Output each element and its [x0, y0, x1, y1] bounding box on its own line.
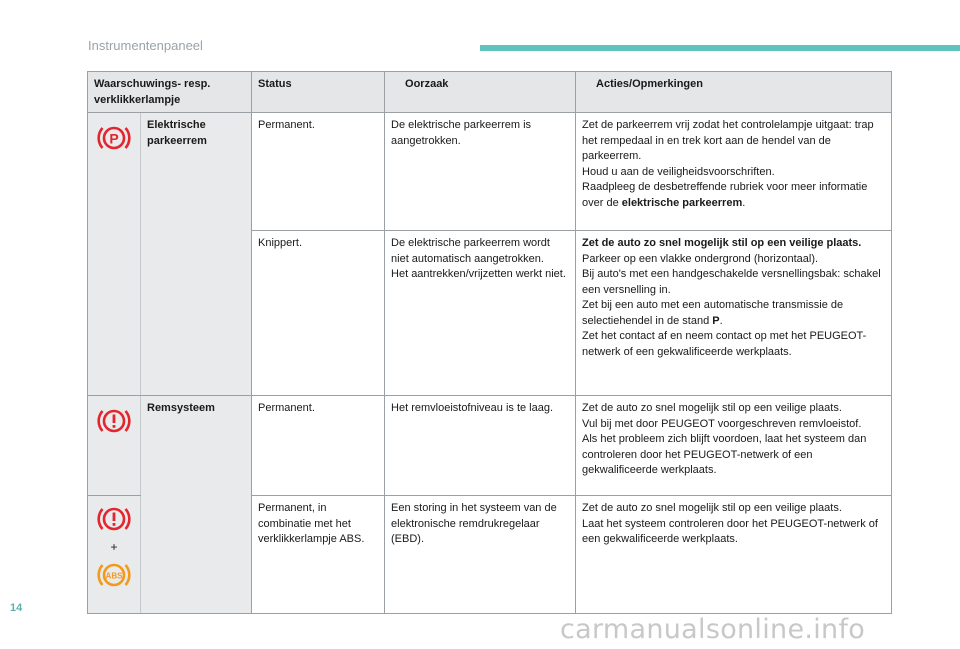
cause-cell: De elektrische parkeerrem is aangetrokken. [385, 113, 576, 231]
section-title: Instrumentenpaneel [88, 38, 203, 53]
svg-text:P: P [109, 130, 119, 147]
cause-cell: Het remvloeistofniveau is te laag. [385, 396, 576, 496]
brake-warning-icon [97, 504, 131, 534]
lamp-name: Elektrische parkeerrem [147, 119, 207, 147]
header-lamp: Waarschuwings- resp. verklikkerlampje [88, 72, 252, 113]
lamp-name: Remsysteem [147, 402, 215, 414]
status-cell: Permanent, in combinatie met het verklikkerlampje ABS. [252, 496, 385, 614]
cause-cell: De elektrische parkeerrem wordt niet automatisch aangetrokken. Het aantrekken/vrijzetten werkt niet. [385, 231, 576, 396]
table-row [88, 396, 892, 496]
action-cell: Zet de auto zo snel mogelijk stil op een veilige plaats. Parkeer op een vlakke ondergrond (horizontaal). Bij auto's met een handgeschakelde versnellingsbak: schakel een versnelling in. Zet bij een auto met een automatische transmissie de selectiehendel in de stand P. Zet het contact af en neem contact op met het PEUGEOT-netwerk of een gekwalificeerde werkplaats. [576, 231, 892, 396]
status-cell: Permanent. [252, 113, 385, 231]
abs-warning-icon [97, 560, 131, 590]
svg-text:ABS: ABS [105, 571, 123, 580]
table-header-row [88, 72, 892, 113]
header-cause: Oorzaak [385, 72, 576, 113]
lamp-name-cell [141, 113, 252, 396]
header-status: Status [252, 72, 385, 113]
header-actions: Acties/Opmerkingen [576, 72, 892, 113]
warning-lamps-table [87, 71, 892, 614]
lamp-name-cell [141, 396, 252, 614]
cause-cell: Een storing in het systeem van de elektronische remdrukregelaar (EBD). [385, 496, 576, 614]
action-cell: Zet de parkeerrem vrij zodat het controlelampje uitgaat: trap het rempedaal in en trek kort aan de hendel van de parkeerrem. Houd u aan de veiligheidsvoorschriften. Raadpleeg de desbetreffende rubriek voor meer informatie over de elektrische parkeerrem. [576, 113, 892, 231]
parking-brake-icon [97, 123, 131, 153]
section-accent-bar [480, 45, 960, 51]
watermark-text: carmanualsonline.info [560, 614, 866, 645]
lamp-icon-cell [88, 113, 141, 396]
action-cell: Zet de auto zo snel mogelijk stil op een veilige plaats. Vul bij met door PEUGEOT voorgeschreven remvloeistof. Als het probleem zich blijft voordoen, laat het systeem dan controleren door het PEUGEOT-netwerk of een gekwalificeerde werkplaats. [576, 396, 892, 496]
lamp-icon-cell [88, 396, 141, 496]
action-cell: Zet de auto zo snel mogelijk stil op een veilige plaats. Laat het systeem controleren door het PEUGEOT-netwerk of een gekwalificeerde werkplaats. [576, 496, 892, 614]
status-cell: Knippert. [252, 231, 385, 396]
status-cell: Permanent. [252, 396, 385, 496]
lamp-icon-cell [88, 496, 141, 614]
brake-warning-icon [97, 406, 131, 436]
page-number: 14 [10, 602, 23, 614]
plus-sign: + [110, 540, 118, 554]
table-row [88, 113, 892, 231]
